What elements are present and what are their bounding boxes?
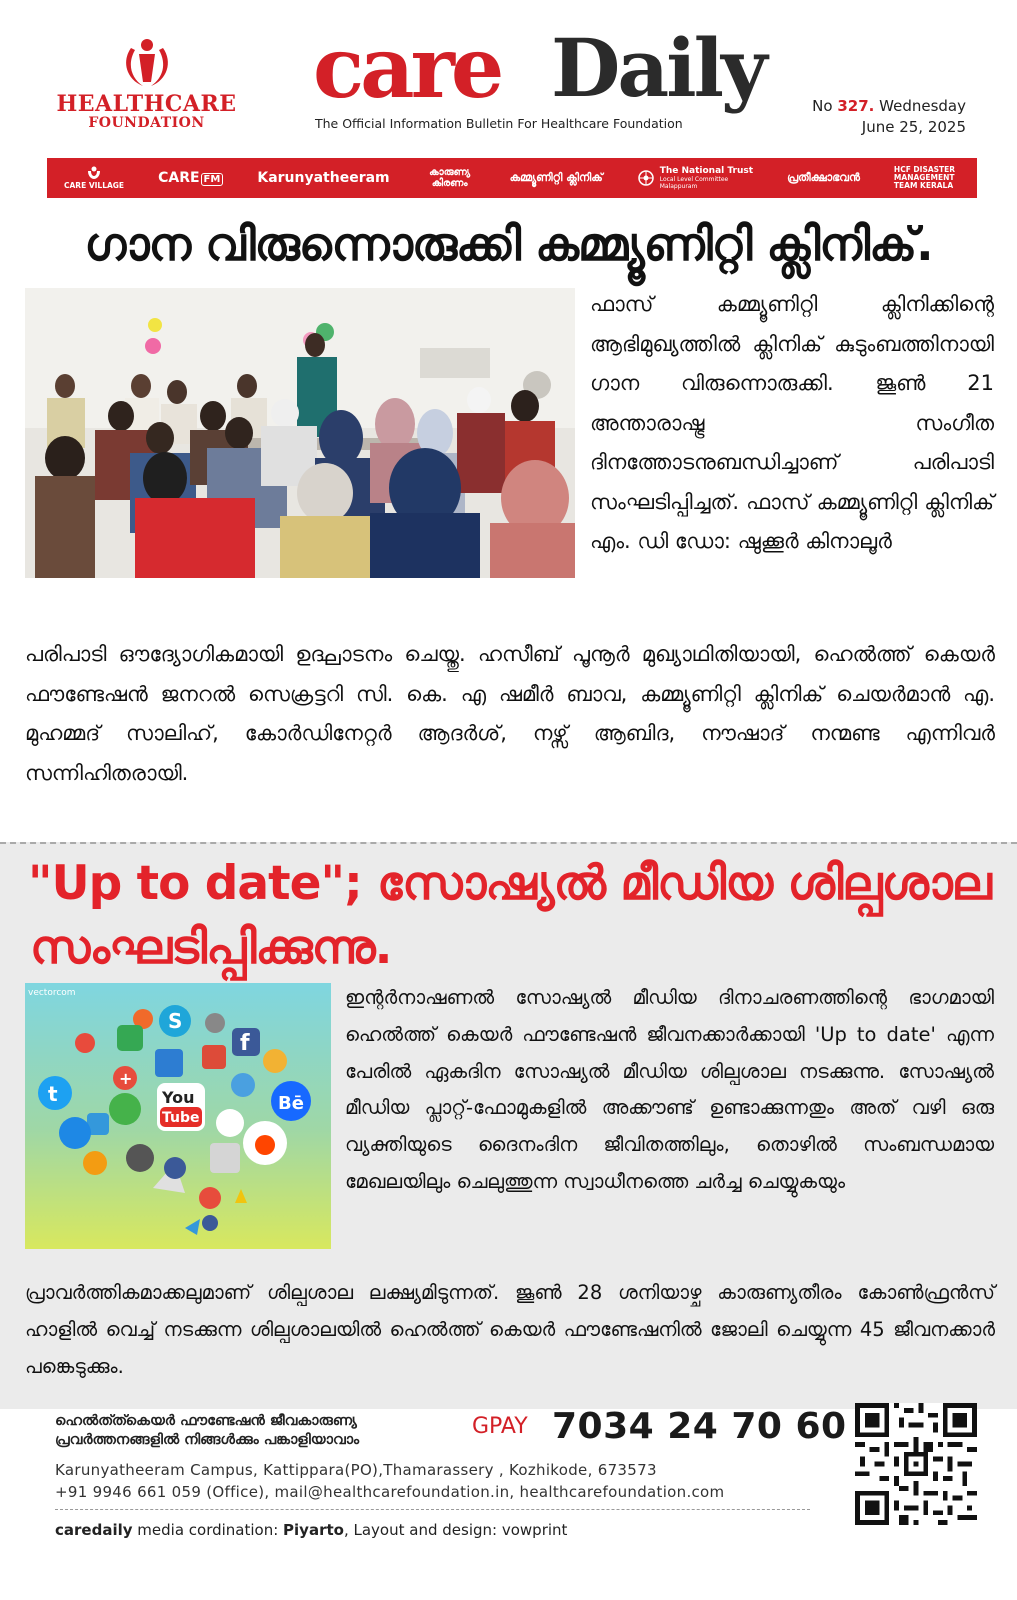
contact-block xyxy=(55,1459,835,1503)
care-village-icon xyxy=(86,166,102,180)
partner-national-trust xyxy=(637,166,753,190)
partner-karunyatheeram: Karunyatheeram xyxy=(257,170,390,186)
issue-number: 327. xyxy=(837,97,875,115)
qr-code-icon xyxy=(855,1403,977,1525)
partner-karunya-kiranam: കാരുണ്യ കിരണം xyxy=(429,167,471,189)
appeal-line2: പ്രവർത്തനങ്ങളിൽ നിങ്ങൾക്കും പങ്കാളിയാവാം xyxy=(55,1432,360,1448)
gpay-label: GPAY xyxy=(472,1414,528,1439)
partner-care-village xyxy=(64,166,124,190)
partner-community-clinic: കമ്മ്യൂണിറ്റി ക്ലിനിക് xyxy=(509,171,603,184)
care-fm-badge: FM xyxy=(201,173,224,186)
masthead-tagline: The Official Information Bulletin For Healthcare Foundation xyxy=(315,116,683,131)
postal-address: Karunyatheeram Campus, Kattippara(PO),Thamarassery , Kozhikode, 673573 xyxy=(55,1461,657,1479)
care-village-label: CARE VILLAGE xyxy=(64,181,125,190)
masthead xyxy=(313,18,803,131)
svg-text:You: You xyxy=(162,1088,195,1107)
care-fm-text: CARE xyxy=(158,170,200,186)
gpay-phone-number: 7034 24 70 60 xyxy=(552,1406,847,1447)
national-trust-name: The National Trust xyxy=(659,166,754,176)
article2-social-media-image xyxy=(25,983,331,1249)
issue-date: June 25, 2025 xyxy=(861,118,966,136)
healthcare-foundation-logo xyxy=(44,36,249,136)
article2-headline-line1: "Up to date"; സോഷ്യൽ മീഡിയ ശില്പശാല xyxy=(28,856,991,911)
partner-bar xyxy=(47,158,977,198)
issue-prefix: No xyxy=(812,97,833,115)
partner-care-fm xyxy=(158,170,223,186)
article1-headline: ഗാന വിരുന്നൊരുക്കി കമ്മ്യൂണിറ്റി ക്ലിനിക്. xyxy=(84,217,933,271)
svg-text:S: S xyxy=(168,1009,183,1033)
svg-text:+: + xyxy=(119,1069,133,1088)
contact-details: +91 9946 661 059 (Office), mail@healthcarefoundation.in, healthcarefoundation.com xyxy=(55,1483,725,1501)
credits-text2: , Layout and design: xyxy=(343,1521,502,1539)
issue-weekday: Wednesday xyxy=(879,97,966,115)
credits-brand: caredaily xyxy=(55,1521,133,1539)
article2-headline-line2: സംഘടിപ്പിക്കുന്നു. xyxy=(30,920,392,975)
logo-line1: HEALTHCARE xyxy=(56,91,237,117)
masthead-daily: Daily xyxy=(551,21,765,115)
masthead-care: care xyxy=(313,18,501,117)
svg-text:t: t xyxy=(48,1082,58,1106)
national-trust-emblem-icon xyxy=(637,169,655,187)
partner-pratheekshabhavan: പ്രതീക്ഷാഭവൻ xyxy=(787,171,860,184)
image-watermark: vectorcom xyxy=(28,988,76,998)
svg-text:Bē: Bē xyxy=(278,1093,304,1114)
article1-body-bottom: പരിപാടി ഔദ്യോഗികമായി ഉദ്ഘാടനം ചെയ്തു. ഹസീബ് പൂനൂർ മുഖ്യാഥിതിയായി, ഹെൽത്ത് കെയർ ഫൗണ്ടേഷൻ ജനറൽ സെക്രട്ടറി സി. കെ. എ ഷമീർ ബാവ, കമ്മ്യൂണിറ്റി ക്ലിനിക് ചെയർമാൻ എ. മുഹമ്മദ് സാലിഹ്, കോർഡിനേറ്റർ ആദർശ്, നഴ്സ് ആബിദ, നൗഷാദ് നന്മണ്ട എന്നിവർ സന്നിഹിതരായി. xyxy=(25,642,995,785)
article1-photo xyxy=(25,288,575,578)
issue-info xyxy=(790,96,966,138)
foundation-emblem-icon xyxy=(117,36,177,88)
article2-body-right: ഇന്റർനാഷണൽ സോഷ്യൽ മീഡിയ ദിനാചരണത്തിന്റെ ഭാഗമായി ഹെൽത്ത് കെയർ ഫൗണ്ടേഷൻ ജീവനക്കാർക്കായി 'Up to date' എന്ന പേരിൽ ഏകദിന സോഷ്യൽ മീഡിയ ശില്പശാല നടക്കുന്നു. സോഷ്യൽ മീഡിയ പ്ലാറ്റ്-ഫോമുകളിൽ അക്കൗണ്ട് ഉണ്ടാക്കുന്നതും അത് വഴി ഒരു വ്യക്തിയുടെ ദൈനംദിന ജീവിതത്തിലും, തൊഴിൽ സംബന്ധമായ മേഖലയിലും ചെലുത്തുന്ന സ്വാധീനത്തെ ചർച്ച ചെയ്യുകയും xyxy=(345,986,994,1193)
credits-name2: vowprint xyxy=(501,1521,568,1539)
partner-hcf-disaster: HCF DISASTER MANAGEMENT TEAM KERALA xyxy=(893,165,956,190)
credits-text1: media cordination: xyxy=(132,1521,284,1539)
article2-body-bottom: പ്രാവർത്തികമാക്കലുമാണ് ശില്പശാല ലക്ഷ്യമിടുന്നത്. ജൂൺ 28 ശനിയാഴ്ച കാരുണ്യതീരം കോൺഫ്രൻസ് ഹാളിൽ വെച്ച് നടക്കുന്ന ശില്പശാലയിൽ ഹെൽത്ത് കെയർ ഫൗണ്ടേഷനിൽ ജോലി ചെയ്യുന്ന 45 ജീവനക്കാർ പങ്കെടുക്കും. xyxy=(25,1281,995,1378)
credits-name1: Piyarto xyxy=(283,1521,344,1539)
appeal-line1: ഹെൽത്ത്കെയർ ഫൗണ്ടേഷൻ ജീവകാരുണ്യ xyxy=(55,1413,357,1429)
donation-appeal xyxy=(55,1412,455,1450)
national-trust-sub: Local Level Committee Malappuram xyxy=(659,176,729,190)
logo-line2: FOUNDATION xyxy=(88,115,205,131)
svg-text:f: f xyxy=(240,1031,250,1056)
credits-line xyxy=(55,1521,567,1539)
footer-divider xyxy=(55,1509,810,1510)
svg-text:Tube: Tube xyxy=(162,1110,200,1126)
article1-body-right: ഫാസ് കമ്മ്യൂണിറ്റി ക്ലിനിക്കിന്റെ ആഭിമുഖ്യത്തിൽ ക്ലിനിക് കുടുംബത്തിനായി ഗാന വിരുന്നൊരുക്കി. ജൂൺ 21 അന്താരാഷ്ട്ര സംഗീത ദിനത്തോടനുബന്ധിച്ചാണ് പരിപാടി സംഘടിപ്പിച്ചത്. ഫാസ് കമ്മ്യൂണിറ്റി ക്ലിനിക് എം. ഡി ഡോ: ഷുക്കൂർ കിനാലൂർ xyxy=(590,292,994,553)
